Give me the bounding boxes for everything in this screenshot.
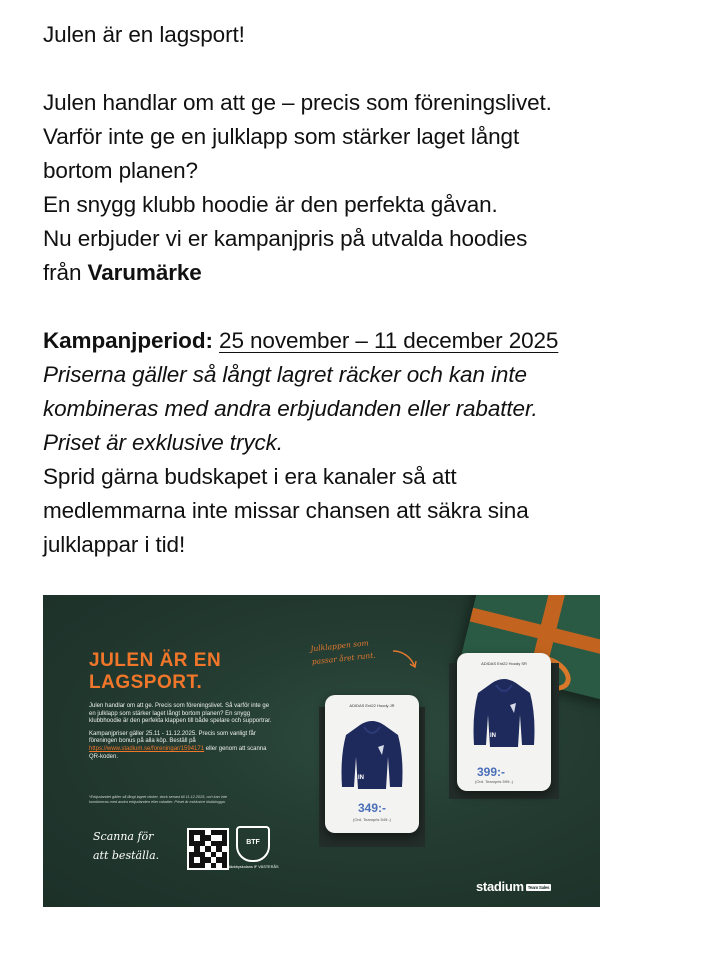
terms-line: Priset är exklusive tryck.: [43, 430, 283, 455]
club-name: Bäckbyskolans IF VÄSTERÅS: [227, 865, 279, 869]
closing-line: julklappar i tid!: [43, 532, 186, 557]
scan-line: att beställa.: [93, 849, 160, 862]
brand-tag: Team Sales: [527, 885, 550, 891]
message-line: En snygg klubb hoodie är den perfekta gåvan.: [43, 192, 498, 217]
brand-prefix: från: [43, 260, 88, 285]
product-card-jr[interactable]: [325, 695, 419, 833]
message-line: Varför inte ge en julklapp som stärker laget långt: [43, 124, 520, 149]
headline-line: JULEN ÄR EN: [89, 650, 222, 671]
hoodie-image-icon: [338, 717, 406, 791]
qr-code-icon[interactable]: [187, 828, 229, 870]
ordinary-price: (Ord. Teampris 549:-): [353, 817, 391, 822]
headline-line: LAGSPORT.: [89, 672, 203, 693]
promo-text: Kampanjpriser gäller 25.11 - 11.12.2025. Precis som vanligt får föreningen bonus på alla köp. Beställ på: [89, 730, 256, 745]
arrow-icon: [391, 647, 419, 671]
promo-paragraph: [89, 731, 274, 761]
ordinary-price: (Ord. Teampris 599:-): [475, 779, 513, 784]
stadium-logo: [476, 879, 551, 894]
message-line: bortom planen?: [43, 158, 198, 183]
closing-line: medlemmarna inte missar chansen att säkra sina: [43, 498, 529, 523]
product-title: ADIDAS Ent22 Hoody SR: [481, 661, 527, 666]
promo-text: eller genom att scanna QR-koden.: [89, 745, 267, 760]
message-line: Julen handlar om att ge – precis som föreningslivet.: [43, 90, 552, 115]
message-line: Nu erbjuder vi er kampanjpris på utvalda hoodies: [43, 226, 528, 251]
note-line: Julklappen som: [310, 638, 370, 654]
svg-text:IN: IN: [358, 775, 364, 781]
promo-image[interactable]: [43, 595, 600, 907]
brand-wordmark: stadium: [476, 879, 524, 894]
campaign-period: [43, 324, 683, 358]
hoodie-image-icon: [470, 675, 538, 749]
product-title: ADIDAS Ent22 Hoody JR: [349, 703, 395, 708]
message-body: [43, 18, 683, 562]
period-label: Kampanjperiod:: [43, 328, 213, 353]
product-price: 399:-: [476, 765, 505, 779]
terms-line: Priserna gäller så långt lagret räcker och kan inte: [43, 362, 527, 387]
order-link[interactable]: https://www.stadium.se/foreningar/1594171: [89, 745, 205, 752]
product-card-sr[interactable]: [457, 653, 551, 791]
product-price: 349:-: [357, 801, 386, 815]
period-value: 25 november – 11 december 2025: [219, 328, 559, 353]
svg-text:IN: IN: [490, 733, 496, 739]
closing-line: Sprid gärna budskapet i era kanaler så att: [43, 464, 457, 489]
scan-line: Scanna för: [93, 830, 154, 843]
promo-headline: [89, 650, 221, 694]
note-line: passar året runt.: [311, 650, 376, 667]
promo-footnote: *Erbjudandet gäller så långt lagret räcker, dock senast till 11.12.2025, och kan inte kombineras med andra erbjudanden eller rabatter. Priset är exklusive klubblogga.: [89, 795, 227, 804]
promo-body: [89, 703, 274, 766]
promo-paragraph: Julen handlar om att ge. Precis som föreningslivet. Så varför inte ge en julklapp som stärker laget långt bortom planen? En snygg klubbhoodie är den perfekta klappen till både spelare och supportrar.: [89, 703, 272, 725]
terms-line: kombineras med andra erbjudanden eller rabatter.: [43, 396, 538, 421]
brand-name: Varumärke: [87, 260, 202, 285]
club-logo-icon: BTF: [236, 826, 270, 862]
scan-instruction: [93, 827, 159, 865]
message-title: Julen är en lagsport!: [43, 22, 245, 47]
handwritten-note: [310, 636, 376, 669]
message-line: [43, 256, 683, 290]
